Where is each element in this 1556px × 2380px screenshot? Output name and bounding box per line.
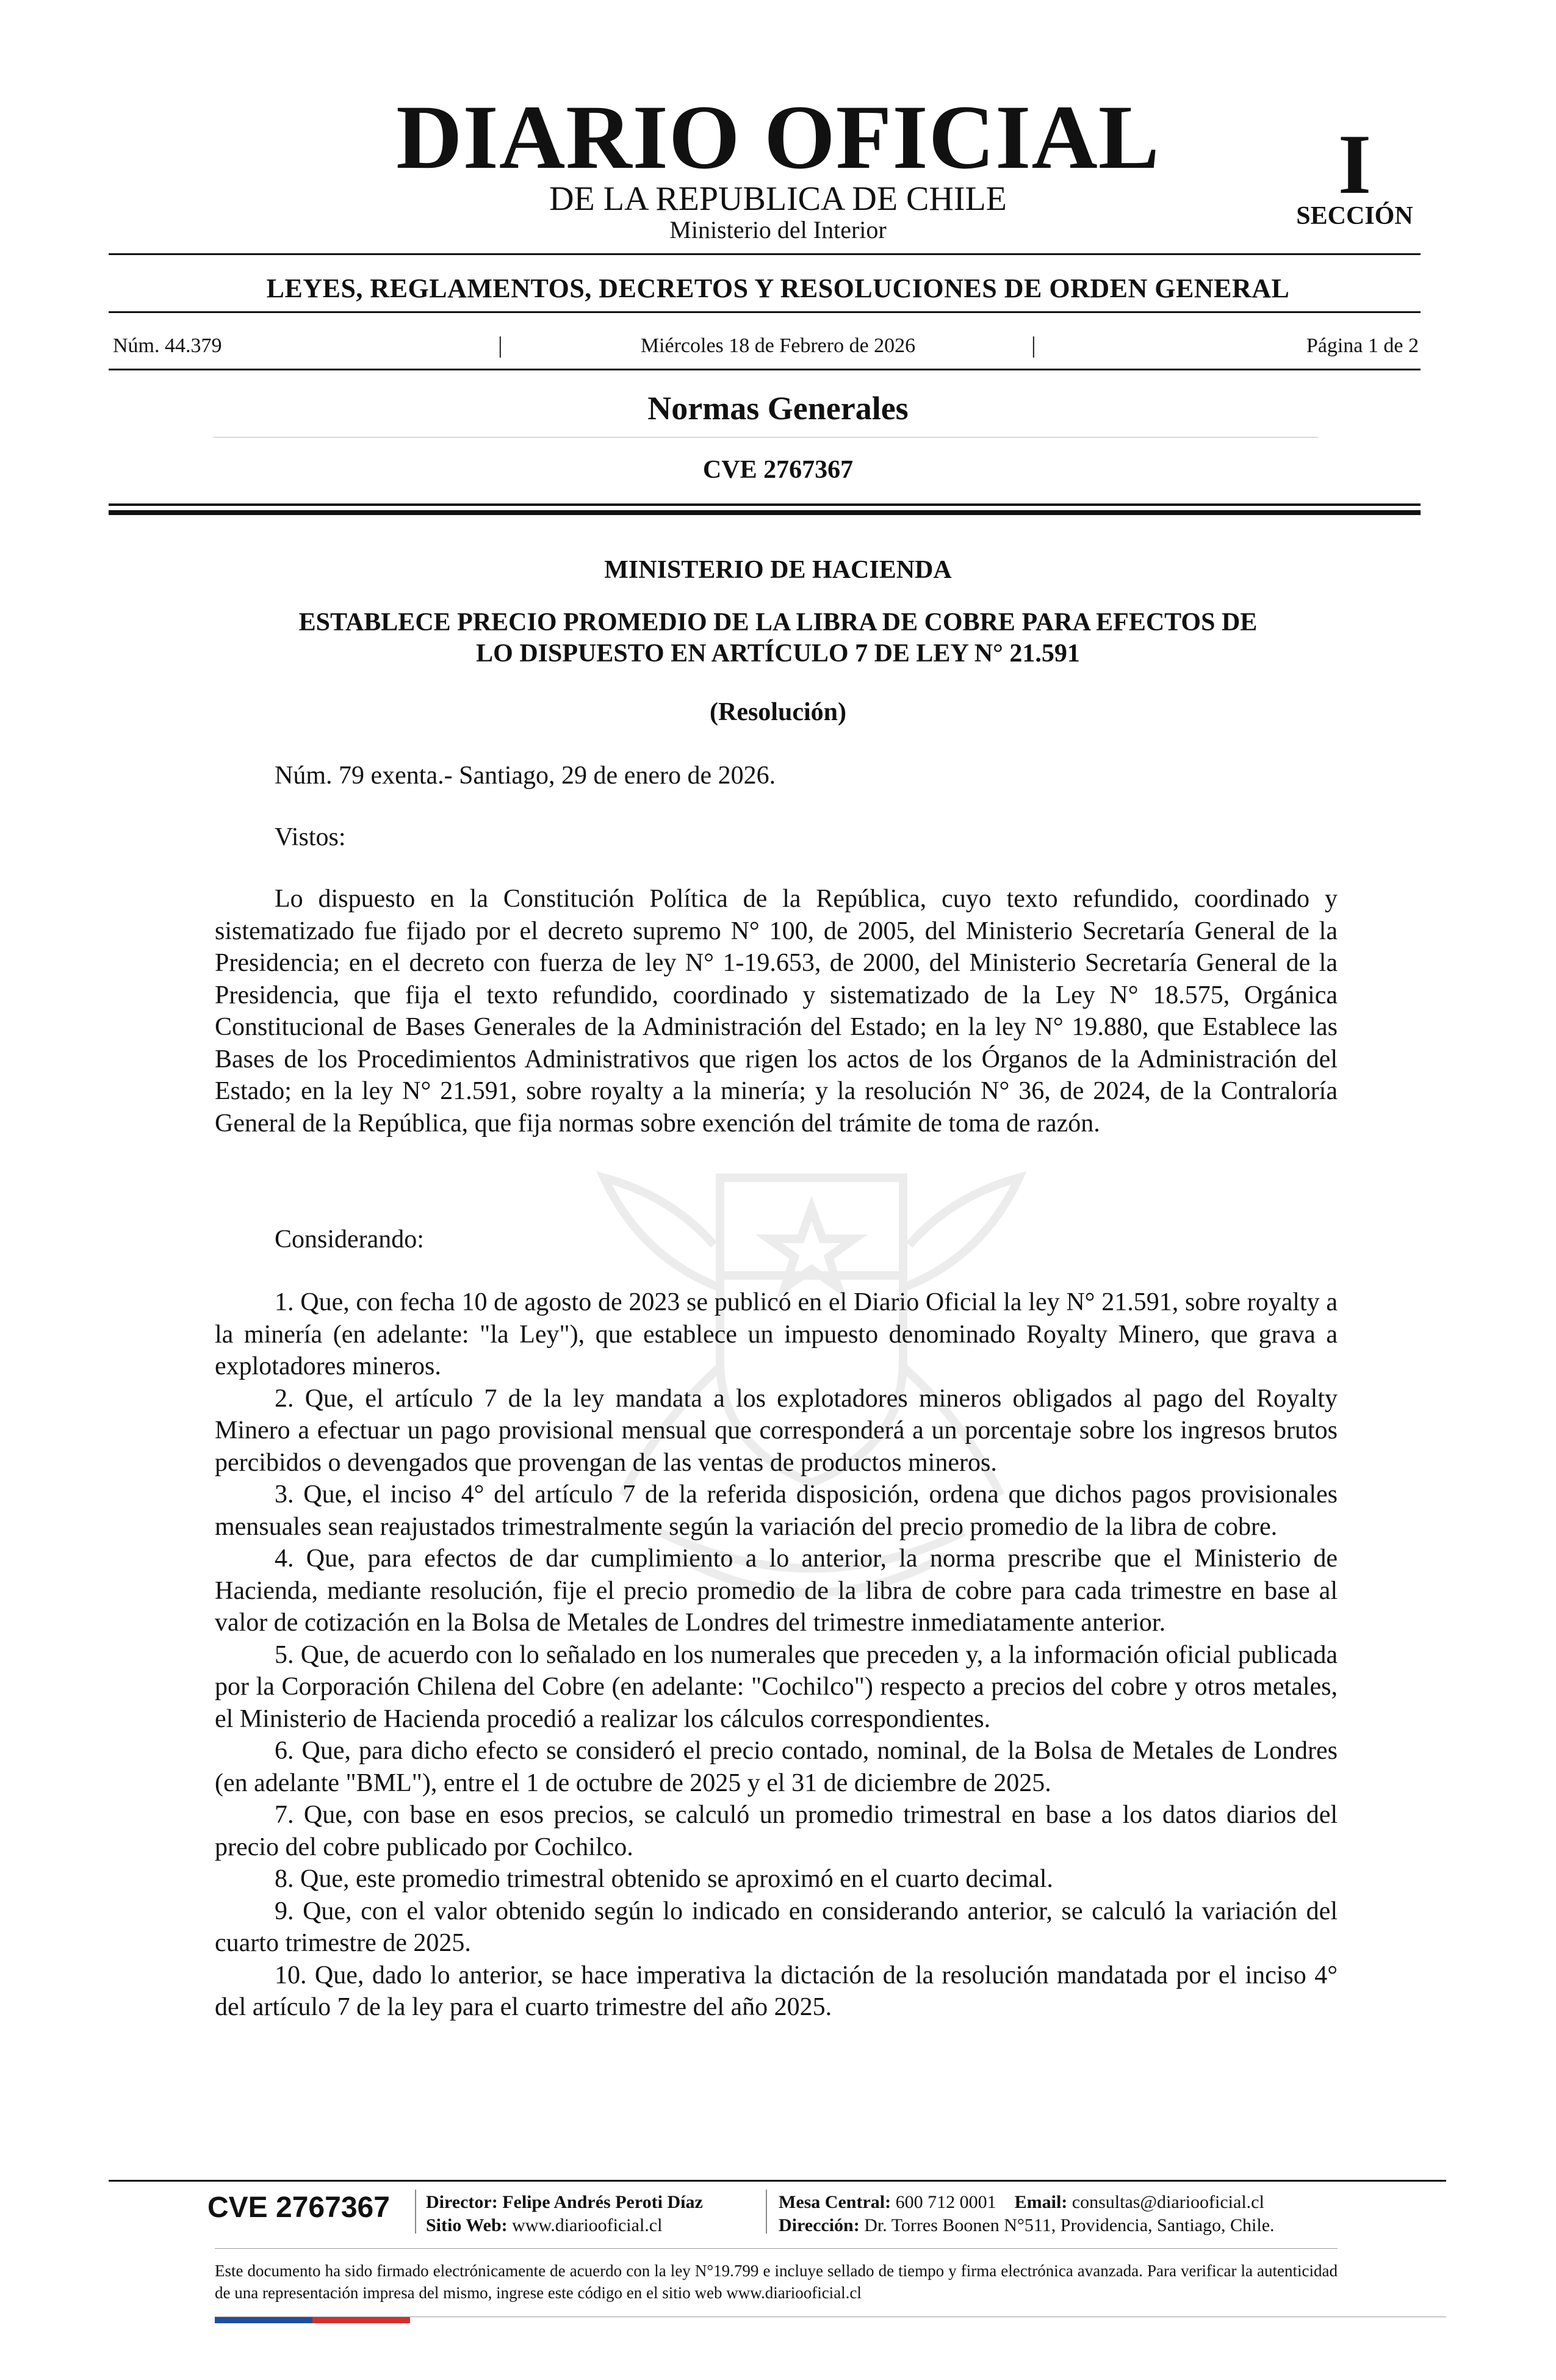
email-label: Email: [1014,2192,1068,2212]
document-title-line: LO DISPUESTO EN ARTÍCULO 7 DE LEY N° 21.591 [476,640,1080,668]
mesa-phone: 600 712 0001 [895,2192,996,2212]
address-text: Dr. Torres Boonen N°511, Providencia, Santiago, Chile. [864,2215,1275,2235]
document-ministry: MINISTERIO DE HACIENDA [604,556,952,584]
footer-divider [766,2190,767,2234]
considerando-item: 3. Que, el inciso 4° del artículo 7 de la referida disposición, ordena que dichos pagos provisionales mensuales sean reajustados trimestralmente según la variación del precio promedio de la libra de cobre. [215,1480,1338,1541]
considerando-item: 7. Que, con base en esos precios, se calculó un promedio trimestral en base a los datos diarios del precio del cobre publicado por Cochilco. [215,1801,1338,1861]
info-separator: | [1031,333,1036,358]
considerandos-list [215,1286,1338,2024]
header-rule [109,311,1421,313]
section-heading: Normas Generales [647,390,909,427]
page-indicator: Página 1 de 2 [1306,334,1419,357]
mesa-label: Mesa Central: [779,2192,891,2212]
masthead-rule [109,253,1421,255]
considerando-item: 8. Que, este promedio trimestral obtenido se aproximó en el cuarto decimal. [275,1865,1053,1893]
section-numeral: I [1338,117,1372,212]
vistos-text: Lo dispuesto en la Constitución Política de la República, cuyo texto refundido, coordinado y sistematizado fue fijado por el decreto supremo N° 100, de 2005, del Ministerio Secretaría General de la Presidencia; en el decreto con fuerza de ley N° 1-19.653, de 2000, del Ministerio Secretaría General de la Presidencia, que fija el texto refundido, coordinado y sistematizado de la Ley N° 18.575, Orgánica Constitucional de Bases Generales de la Administración del Estado; en la ley N° 19.880, que Establece las Bases de los Procedimientos Administrativos que rigen los actos de los Órganos de la Administración del Estado; en la ley N° 21.591, sobre royalty a la minería; y la resolución N° 36, de 2024, de la Contraloría General de la República, que fija normas sobre exención del trámite de toma de razón. [215,885,1338,1138]
cve-code: CVE 2767367 [702,456,854,484]
document-type: (Resolución) [710,698,846,726]
info-separator: | [498,333,503,358]
signature-notice: Este documento ha sido firmado electrónicamente de acuerdo con la ley N°19.799 e incluye sellado de tiempo y firma electrónica avanzada. Para verificar la autenticidad de una representación impresa del mismo, ingrese este código en el sitio web www.diariooficial.cl [215,2262,1338,2302]
info-rule [109,369,1421,370]
considerando-heading: Considerando: [275,1225,424,1253]
issue-number: Núm. 44.379 [113,334,222,357]
vistos-paragraph [215,883,1338,1139]
web-label: Sitio Web: [426,2215,508,2235]
email-link[interactable]: consultas@diariooficial.cl [1072,2192,1264,2212]
section-label: SECCIÓN [1296,202,1413,230]
footer-director-block [426,2191,703,2237]
footer-contact-block [779,2191,1275,2237]
double-rule-top [109,503,1421,506]
considerando-item: 4. Que, para efectos de dar cumplimiento a lo anterior, la norma prescribe que el Ministerio de Hacienda, mediante resolución, fije el precio promedio de la libra de cobre para cada trimestre en base al valor de cotización en la Bolsa de Metales de Londres del trimestre inmediatamente anterior. [215,1545,1338,1637]
section-heading-underline [214,437,1318,438]
considerando-item: 2. Que, el artículo 7 de la ley mandata a los explotadores mineros obligados al pago del Royalty Minero a efectuar un pago provisional mensual que corresponderá a un porcentaje sobre los ingresos brutos percibidos o devengados que provengan de las ventas de productos mineros. [215,1384,1338,1477]
masthead-ministry: Ministerio del Interior [669,216,887,243]
considerando-item: 5. Que, de acuerdo con lo señalado en los numerales que preceden y, a la información oficial publicada por la Corporación Chilena del Cobre (en adelante: "Cochilco") respecto a precios del cobre y otros metales, el Ministerio de Hacienda procedió a realizar los cálculos correspondientes. [215,1640,1338,1733]
director-label: Director: [426,2192,498,2212]
footer-top-rule [109,2180,1446,2182]
flag-stripe-red [312,2317,410,2323]
flag-stripe-blue [215,2317,312,2323]
resolution-number: Núm. 79 exenta.- Santiago, 29 de enero de 2026. [275,762,776,790]
director-name: Felipe Andrés Peroti Díaz [502,2192,703,2212]
footer-divider [415,2190,416,2234]
masthead-title: DIARIO OFICIAL [396,87,1160,188]
footer-cve: CVE 2767367 [207,2191,390,2224]
considerando-item: 1. Que, con fecha 10 de agosto de 2023 se publicó en el Diario Oficial la ley N° 21.591, sobre royalty a la minería (en adelante: "la Ley"), que establece un impuesto denominado Royalty Minero, que grava a explotadores mineros. [215,1288,1338,1380]
web-link[interactable]: www.diariooficial.cl [512,2215,663,2235]
double-rule-bottom [109,510,1421,515]
considerando-item: 10. Que, dado lo anterior, se hace imperativa la dictación de la resolución mandatada por el inciso 4° del artículo 7 de la ley para el cuarto trimestre del año 2025. [215,1961,1338,2021]
footer-mid-rule [215,2248,1338,2249]
masthead-subtitle: DE LA REPUBLICA DE CHILE [549,180,1007,218]
considerando-item: 6. Que, para dicho efecto se consideró el precio contado, nominal, de la Bolsa de Metales de Londres (en adelante "BML"), entre el 1 de octubre de 2025 y el 31 de diciembre de 2025. [215,1737,1338,1797]
considerando-item: 9. Que, con el valor obtenido según lo indicado en considerando anterior, se calculó la variación del cuarto trimestre de 2025. [215,1897,1338,1957]
address-label: Dirección: [779,2215,860,2235]
document-title [232,607,1324,669]
issue-date: Miércoles 18 de Febrero de 2026 [640,334,916,357]
vistos-heading: Vistos: [275,823,346,851]
header-band: LEYES, REGLAMENTOS, DECRETOS Y RESOLUCIONES DE ORDEN GENERAL [266,273,1290,303]
document-title-line: ESTABLECE PRECIO PROMEDIO DE LA LIBRA DE COBRE PARA EFECTOS DE [298,608,1258,636]
